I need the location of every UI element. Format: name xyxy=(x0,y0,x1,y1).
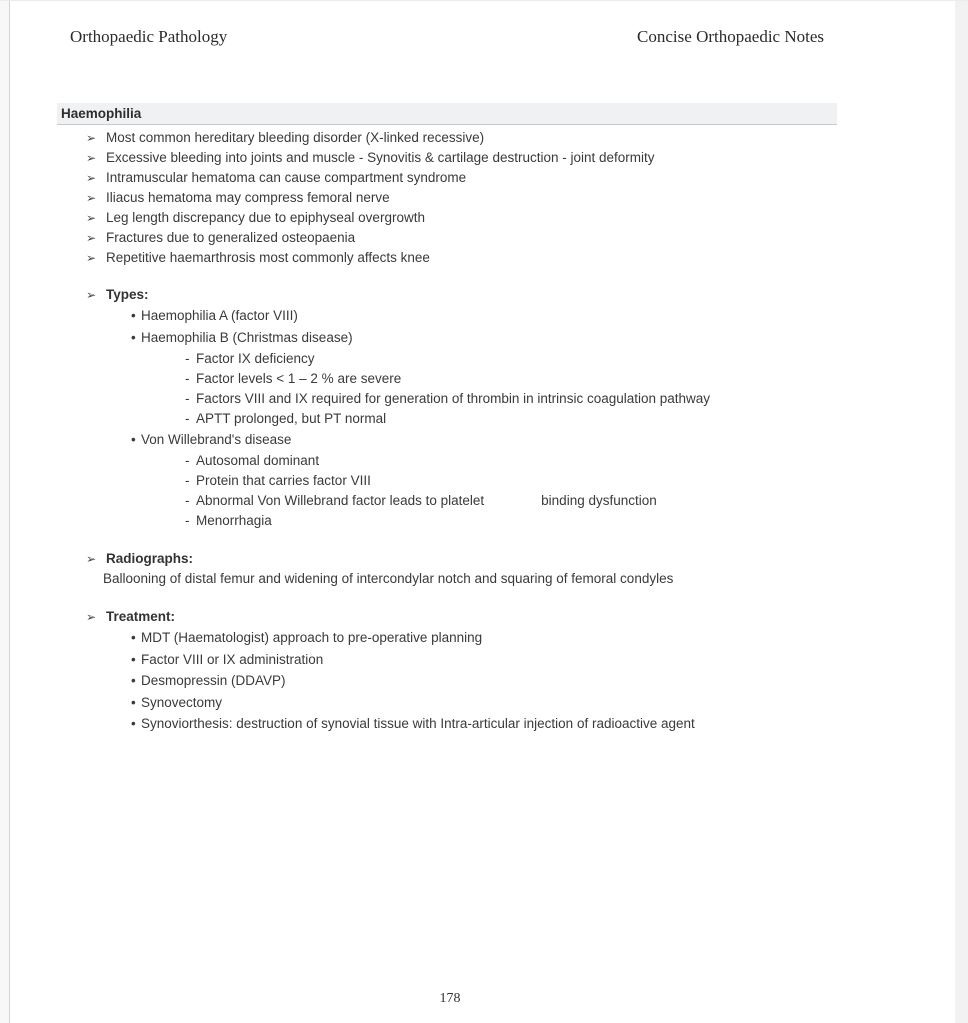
treatment-block xyxy=(0,607,968,735)
dash-bullet-icon: - xyxy=(185,391,190,406)
list-item xyxy=(0,692,968,714)
dash-bullet-icon: - xyxy=(185,411,190,426)
dot-bullet-icon: • xyxy=(131,630,136,645)
list-item xyxy=(0,713,968,735)
radiographs-heading xyxy=(0,549,968,569)
bullet-item xyxy=(0,248,968,268)
sub-list-item xyxy=(0,349,968,369)
sub-list-item xyxy=(0,471,968,491)
list-item-text: Factor VIII or IX administration xyxy=(141,651,324,667)
arrow-bullet-icon: ➢ xyxy=(86,131,97,145)
sub-list-item-text: APTT prolonged, but PT normal xyxy=(196,411,387,426)
arrow-bullet-icon: ➢ xyxy=(86,552,97,566)
list-item xyxy=(0,627,968,649)
sub-list-item-text-part2: binding dysfunction xyxy=(541,493,657,508)
dot-bullet-icon: • xyxy=(131,651,136,667)
section-header-haemophilia xyxy=(57,103,837,125)
radiographs-block xyxy=(0,549,968,588)
arrow-bullet-icon: ➢ xyxy=(86,211,97,225)
list-item xyxy=(0,305,968,327)
dash-bullet-icon: - xyxy=(185,473,190,488)
list-item-text: MDT (Haematologist) approach to pre-operative planning xyxy=(141,630,483,645)
types-heading xyxy=(0,285,968,305)
dash-bullet-icon: - xyxy=(185,453,190,468)
dash-bullet-icon: - xyxy=(185,513,190,528)
bullet-item xyxy=(0,148,968,168)
dot-bullet-icon: • xyxy=(131,330,136,345)
arrow-bullet-icon: ➢ xyxy=(86,251,97,265)
dot-bullet-icon: • xyxy=(131,308,136,323)
types-heading-label: Types: xyxy=(106,287,149,302)
list-item xyxy=(0,670,968,692)
dot-bullet-icon: • xyxy=(131,694,136,710)
bullet-text: Intramuscular hematoma can cause compartment syndrome xyxy=(106,170,467,185)
arrow-bullet-icon: ➢ xyxy=(86,151,97,165)
bullet-item xyxy=(0,208,968,228)
page-left-gutter xyxy=(0,1,9,1023)
dash-bullet-icon: - xyxy=(185,493,190,508)
list-item-text: Haemophilia B (Christmas disease) xyxy=(141,330,353,345)
bullet-text: Iliacus hematoma may compress femoral nerve xyxy=(106,190,390,205)
header-left-title: Orthopaedic Pathology xyxy=(70,27,228,46)
dot-bullet-icon: • xyxy=(131,673,136,688)
radiographs-body: Ballooning of distal femur and widening of intercondylar notch and squaring of femoral condyles xyxy=(103,571,674,586)
list-item-text: Synoviorthesis: destruction of synovial tissue with Intra-articular injection of radioactive agent xyxy=(141,716,695,731)
arrow-bullet-icon: ➢ xyxy=(86,191,97,205)
bullet-text: Most common hereditary bleeding disorder (X-linked recessive) xyxy=(106,130,485,145)
header-right-title: Concise Orthopaedic Notes xyxy=(637,27,824,46)
list-item-text: Desmopressin (DDAVP) xyxy=(141,673,286,688)
page-number: 178 xyxy=(439,991,461,1006)
sub-list-item xyxy=(0,451,968,471)
types-block xyxy=(0,285,968,531)
arrow-bullet-icon: ➢ xyxy=(86,231,97,245)
bullet-item xyxy=(0,168,968,188)
dash-bullet-icon: - xyxy=(185,371,190,386)
sub-list-item-text: Protein that carries factor VIII xyxy=(196,473,371,488)
sub-list-item-text: Factor levels < 1 – 2 % are severe xyxy=(196,371,402,386)
sub-list-item xyxy=(0,511,968,531)
sub-list-item xyxy=(0,369,968,389)
list-item-text: Haemophilia A (factor VIII) xyxy=(141,308,298,323)
treatment-heading-label: Treatment: xyxy=(106,609,176,624)
sub-list-item-text xyxy=(196,491,657,511)
dot-bullet-icon: • xyxy=(131,432,136,447)
bullet-item xyxy=(0,228,968,248)
list-item xyxy=(0,649,968,671)
page-header xyxy=(0,1,968,49)
sub-list-item-text: Autosomal dominant xyxy=(196,453,320,468)
bullet-text: Excessive bleeding into joints and muscle - Synovitis & cartilage destruction - joint deformity xyxy=(106,150,655,165)
page-left-border xyxy=(9,1,10,1023)
arrow-bullet-icon: ➢ xyxy=(86,610,97,624)
arrow-bullet-icon: ➢ xyxy=(86,171,97,185)
section-title: Haemophilia xyxy=(61,106,142,121)
dot-bullet-icon: • xyxy=(131,716,136,731)
list-item-text: Synovectomy xyxy=(141,694,223,710)
sub-list-item xyxy=(0,389,968,409)
sub-list-item-text-part1: Abnormal Von Willebrand factor leads to platelet xyxy=(196,493,485,508)
bullet-item xyxy=(0,128,968,148)
list-item-text: Von Willebrand's disease xyxy=(141,432,292,447)
dash-bullet-icon: - xyxy=(185,351,190,366)
bullet-text: Leg length discrepancy due to epiphyseal overgrowth xyxy=(106,210,425,225)
sub-list-item-text: Factors VIII and IX required for generation of thrombin in intrinsic coagulation pathway xyxy=(196,391,711,406)
treatment-heading xyxy=(0,607,968,627)
radiographs-heading-label: Radiographs: xyxy=(106,551,194,566)
sub-list-item xyxy=(0,491,968,511)
sub-list-item-text: Menorrhagia xyxy=(196,513,272,528)
bullet-text: Repetitive haemarthrosis most commonly affects knee xyxy=(106,250,430,265)
bullet-text: Fractures due to generalized osteopaenia xyxy=(106,230,356,245)
sub-list-item xyxy=(0,409,968,429)
list-item xyxy=(0,327,968,349)
sub-list-item-text: Factor IX deficiency xyxy=(196,351,315,366)
bullet-item xyxy=(0,188,968,208)
list-item xyxy=(0,429,968,451)
arrow-bullet-icon: ➢ xyxy=(86,288,97,302)
page-right-gutter xyxy=(955,1,968,1023)
intro-bullet-list xyxy=(0,128,968,268)
